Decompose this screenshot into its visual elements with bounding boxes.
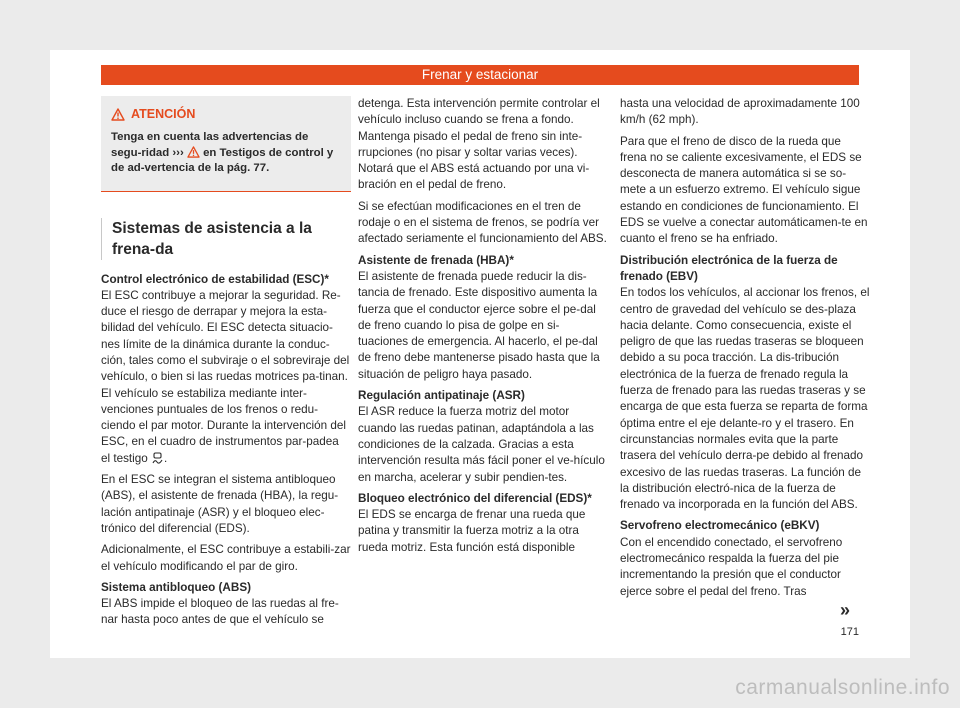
continue-marker: »	[840, 600, 851, 620]
esc-warning-lamp-icon	[151, 452, 164, 464]
warning-link-text[interactable]: en Testigos de control y de ad-vertencia de la pág. 77.	[111, 146, 334, 175]
paragraph: El asistente de frenada puede reducir la dis-tancia de frenado. Este dispositivo aumenta la fuerza que el conductor ejerce sobre el pe-dal de freno cuando lo pisa de golpe en si-tuaciones de emergencia. Al hacerlo, el pe-dal de freno debe mantenerse pisado hasta que la situación de peligro haya pasado.	[358, 269, 600, 381]
warning-title-text: ATENCIÓN	[131, 107, 196, 121]
warning-text-start: Tenga en cuenta las advertencias de segu-ridad ›››	[111, 131, 309, 159]
heading-esc: Control electrónico de estabilidad (ESC)*	[101, 272, 329, 286]
paragraph: El EDS se encarga de frenar una rueda que patina y transmitir la fuerza motriz a la otra rueda motriz. Esta función está disponible	[358, 508, 586, 554]
warning-triangle-icon	[187, 146, 200, 158]
paragraph: Si se efectúan modificaciones en el tren de rodaje o en el sistema de frenos, se podría ver afectado seriamente el funcionamiento del ABS.	[358, 199, 607, 246]
paragraph: Adicionalmente, el ESC contribuye a estabili-zar el vehículo modificando el par de giro.	[101, 543, 351, 573]
paragraph: En todos los vehículos, al accionar los frenos, el centro de gravedad del vehículo se des-plaza hacia delante. Como consecuencia, existe el peligro de que las ruedas traseras se bloqueen debido a su poca tracción. La dis-tribución electrónica de la fuerza de frenado regula la fuerza de frenado para las ruedas traseras y se encarga de que esta fuerza se reparta de forma óptima entre el eje delante-ro y el trasero. En circunstancias normales evita que la parte trasera del vehículo derra-pe debido al frenado excesivo de las ruedas traseras. La función de la distribución electró-nica de la fuerza de frenado va incorporada en la función del ABS.	[620, 286, 870, 512]
warning-text	[111, 130, 341, 176]
paragraph: En el ESC se integran el sistema antibloqueo (ABS), el asistente de frenada (HBA), la regu-lación antipatinaje (ASR) y el bloqueo elec-trónico del diferencial (EDS).	[101, 473, 339, 535]
warning-title	[111, 106, 341, 122]
heading-asr: Regulación antipatinaje (ASR)	[358, 389, 525, 403]
heading-abs: Sistema antibloqueo (ABS)	[101, 580, 252, 594]
section-title: Sistemas de asistencia a la frena-da	[101, 218, 351, 260]
paragraph	[101, 288, 351, 467]
heading-eds: Bloqueo electrónico del diferencial (EDS)*	[358, 491, 592, 505]
chapter-header: Frenar y estacionar	[101, 65, 859, 85]
column-2	[358, 96, 608, 561]
heading-ebv: Distribución electrónica de la fuerza de frenado (EBV)	[620, 253, 838, 283]
paragraph: El ABS impide el bloqueo de las ruedas al fre-nar hasta poco antes de que el vehículo se	[101, 597, 339, 627]
paragraph: detenga. Esta intervención permite controlar el vehículo incluso cuando se frena a fondo. Mantenga pisado el pedal de freno sin inte-rrupciones (no pisar y soltar varias veces). Notará que el ABS está actuando por una vi-bración en el pedal de freno.	[358, 97, 600, 192]
paragraph: Para que el freno de disco de la rueda que frena no se caliente excesivamente, el EDS se desconecta de manera automática si se so-mete a un esfuerzo extremo. El vehículo sigue estando en condiciones de funcionamiento. El EDS se vuelve a conectar automáticamen-te en cuanto el freno se ha enfriado.	[620, 134, 868, 246]
paragraph: Con el encendido conectado, el servofreno electromecánico respalda la fuerza del pie incrementando la presión que el conductor ejerce sobre el pedal del freno. Tras	[620, 535, 843, 598]
column-1	[101, 96, 351, 634]
column-3	[620, 96, 870, 605]
heading-ebkv: Servofreno electromecánico (eBKV)	[620, 519, 820, 533]
paragraph: El ASR reduce la fuerza motriz del motor cuando las ruedas patinan, adaptándola a las condiciones de la calzada. Gracias a esta intervención resulta más fácil poner el ve-hículo en marcha, acelerar y subir pendien-tes.	[358, 405, 605, 484]
page-number: 171	[840, 626, 859, 638]
paragraph: hasta una velocidad de aproximadamente 100 km/h (62 mph).	[620, 97, 860, 127]
heading-hba: Asistente de frenada (HBA)*	[358, 253, 514, 267]
warning-triangle-icon	[111, 108, 125, 121]
watermark: carmanualsonline.info	[735, 676, 950, 699]
warning-box	[101, 96, 351, 192]
paragraph-end: .	[164, 451, 168, 465]
paragraph-text: El ESC contribuye a mejorar la seguridad. Re-duce el riesgo de derrapar y mejora la esta-bilidad del vehículo. El ESC detecta situacio-nes límite de la dinámica durante la conduc-ción, tales como el subviraje o el sobreviraje del vehículo, o bien si las ruedas motrices pa-tinan. El vehículo se estabiliza mediante inter-venciones puntuales de los frenos o redu-ciendo el par motor. Durante la intervención del ESC, en el cuadro de instrumentos par-padea el testigo	[101, 288, 350, 465]
